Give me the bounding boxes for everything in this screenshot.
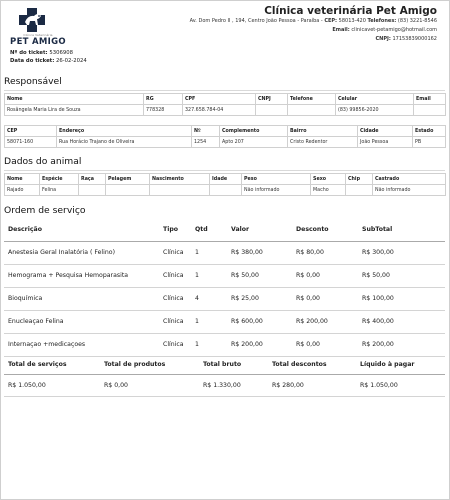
service-discount: R$ 0,00	[292, 264, 358, 287]
section-title-ordem: Ordem de serviço	[4, 205, 86, 216]
ticket-number-line	[10, 50, 73, 56]
service-description: Internaçao +medicaçoes	[4, 333, 159, 356]
animal-sex: Macho	[311, 185, 346, 196]
header-cell: Nome	[5, 174, 40, 185]
header-cell: Total de serviços	[4, 356, 100, 374]
cep-label: CEP:	[324, 18, 338, 24]
service-value: R$ 50,00	[227, 264, 292, 287]
ticket-number-label: Nº do ticket:	[10, 50, 48, 56]
service-type: Clínica	[159, 241, 191, 264]
address-number: 1254	[192, 137, 220, 148]
service-qty: 1	[191, 310, 227, 333]
table-row	[5, 137, 446, 148]
responsavel-person-table	[4, 93, 446, 116]
responsavel-celular: (83) 99856-2020	[336, 105, 414, 116]
logo-subtitle: Clínica Veterinária	[23, 33, 53, 37]
table-row	[4, 310, 445, 333]
phones-label: Telefones:	[367, 18, 397, 24]
animal-age	[210, 185, 242, 196]
header-cell: Tipo	[159, 219, 191, 241]
table-row	[4, 264, 445, 287]
responsavel-rg: 778328	[144, 105, 183, 116]
header-cell: Endereço	[57, 126, 192, 137]
ticket-date-line	[10, 58, 87, 64]
table-row	[5, 185, 446, 196]
service-qty: 1	[191, 264, 227, 287]
logo-name: PET AMIGO	[10, 37, 66, 47]
header-cell: Complemento	[220, 126, 288, 137]
service-subtotal: R$ 200,00	[358, 333, 445, 356]
animal-weight: Não informado	[242, 185, 311, 196]
divider	[4, 170, 445, 171]
clinic-phones: (83) 3221-8546	[397, 18, 437, 24]
totals-table	[4, 356, 445, 397]
responsavel-email	[414, 105, 446, 116]
service-discount: R$ 200,00	[292, 310, 358, 333]
header-cell: Total de produtos	[100, 356, 199, 374]
service-type: Clínica	[159, 310, 191, 333]
header-cell: Descrição	[4, 219, 159, 241]
header-cell: Telefone	[288, 94, 336, 105]
service-order-table	[4, 219, 445, 357]
address-street: Rua Horácio Trajano de Oliveira	[57, 137, 192, 148]
responsavel-cnpj	[256, 105, 288, 116]
header-cell: Nascimento	[150, 174, 210, 185]
header-cell: Chip	[346, 174, 373, 185]
header-cell: Qtd	[191, 219, 227, 241]
header-cell: Nº	[192, 126, 220, 137]
service-value: R$ 200,00	[227, 333, 292, 356]
header-cell: RG	[144, 94, 183, 105]
table-row	[5, 105, 446, 116]
service-type: Clínica	[159, 287, 191, 310]
responsavel-telefone	[288, 105, 336, 116]
email-label: Email:	[332, 27, 350, 33]
animal-birth	[150, 185, 210, 196]
header-cell: Bairro	[288, 126, 358, 137]
table-row	[4, 333, 445, 356]
header-cell: Raça	[79, 174, 106, 185]
header-cell: Peso	[242, 174, 311, 185]
animal-species: Felina	[40, 185, 79, 196]
responsavel-cpf: 327.658.784-04	[183, 105, 256, 116]
service-subtotal: R$ 400,00	[358, 310, 445, 333]
table-header-row	[4, 356, 445, 374]
service-description: Enucleaçao Felina	[4, 310, 159, 333]
animal-name: Rajado	[5, 185, 40, 196]
clinic-email: clinicavet-petamigo@hotmail.com	[351, 27, 437, 33]
service-discount: R$ 0,00	[292, 333, 358, 356]
ticket-number: 5306908	[49, 50, 73, 56]
clinic-address: Av. Dom Pedro II , 194, Centro João Pessoa - Paraíba -	[189, 18, 325, 24]
header-cell: Valor	[227, 219, 292, 241]
section-title-animal: Dados do animal	[4, 156, 82, 167]
net-to-pay: R$ 1.050,00	[356, 374, 445, 396]
address-neighborhood: Cristo Redentor	[288, 137, 358, 148]
animal-castrated: Não informado	[373, 185, 446, 196]
service-value: R$ 25,00	[227, 287, 292, 310]
service-discount: R$ 80,00	[292, 241, 358, 264]
header-cell: Castrado	[373, 174, 446, 185]
service-subtotal: R$ 100,00	[358, 287, 445, 310]
service-qty: 4	[191, 287, 227, 310]
address-cep: 58071-160	[5, 137, 57, 148]
service-subtotal: R$ 300,00	[358, 241, 445, 264]
table-header-row	[5, 126, 446, 137]
address-city: João Pessoa	[358, 137, 413, 148]
header-cell: Email	[414, 94, 446, 105]
header-cell: Pelagem	[106, 174, 150, 185]
service-description: Bioquímica	[4, 287, 159, 310]
table-row	[4, 241, 445, 264]
service-qty: 1	[191, 333, 227, 356]
service-subtotal: R$ 50,00	[358, 264, 445, 287]
header-cell: Cidade	[358, 126, 413, 137]
ticket-date: 26-02-2024	[56, 58, 87, 64]
table-row	[4, 287, 445, 310]
service-value: R$ 600,00	[227, 310, 292, 333]
header-cell: Espécie	[40, 174, 79, 185]
service-discount: R$ 0,00	[292, 287, 358, 310]
section-title-responsavel: Responsável	[4, 76, 62, 87]
pet-cross-logo-icon	[15, 7, 49, 33]
table-header-row	[5, 94, 446, 105]
header-cell: Total descontos	[268, 356, 356, 374]
ticket-date-label: Data do ticket:	[10, 58, 55, 64]
clinic-cnpj-line	[375, 36, 437, 42]
header-cell: Desconto	[292, 219, 358, 241]
header-cell: CPF	[183, 94, 256, 105]
clinic-logo	[9, 7, 66, 47]
total-discounts: R$ 280,00	[268, 374, 356, 396]
animal-table	[4, 173, 446, 196]
clinic-cnpj: 17153839000162	[392, 36, 437, 42]
header-cell: Total bruto	[199, 356, 268, 374]
header-cell: Estado	[413, 126, 446, 137]
clinic-address-line	[190, 18, 437, 24]
header-cell: Nome	[5, 94, 144, 105]
header-cell: Idade	[210, 174, 242, 185]
service-description: Hemograma + Pesquisa Hemoparasita	[4, 264, 159, 287]
animal-coat	[106, 185, 150, 196]
header-cell: Celular	[336, 94, 414, 105]
cnpj-label: CNPJ:	[375, 36, 391, 42]
table-header-row	[5, 174, 446, 185]
animal-chip	[346, 185, 373, 196]
total-services: R$ 1.050,00	[4, 374, 100, 396]
responsavel-address-table	[4, 125, 446, 148]
responsavel-name: Rosângela Maria Lira de Souza	[5, 105, 144, 116]
address-state: PB	[413, 137, 446, 148]
animal-breed	[79, 185, 106, 196]
service-qty: 1	[191, 241, 227, 264]
header-cell: Sexo	[311, 174, 346, 185]
service-value: R$ 380,00	[227, 241, 292, 264]
header-cell: Líquido à pagar	[356, 356, 445, 374]
clinic-cep: 58013-420	[338, 18, 366, 24]
divider	[4, 90, 445, 91]
header-cell: CEP	[5, 126, 57, 137]
service-description: Anestesia Geral Inalatória ( Felino)	[4, 241, 159, 264]
total-products: R$ 0,00	[100, 374, 199, 396]
table-header-row	[4, 219, 445, 241]
address-complement: Apto 207	[220, 137, 288, 148]
service-type: Clínica	[159, 264, 191, 287]
header-cell: CNPJ	[256, 94, 288, 105]
service-type: Clínica	[159, 333, 191, 356]
clinic-email-line	[332, 27, 437, 33]
header-cell: SubTotal	[358, 219, 445, 241]
clinic-name: Clínica veterinária Pet Amigo	[264, 5, 437, 17]
table-row	[4, 374, 445, 396]
total-gross: R$ 1.330,00	[199, 374, 268, 396]
